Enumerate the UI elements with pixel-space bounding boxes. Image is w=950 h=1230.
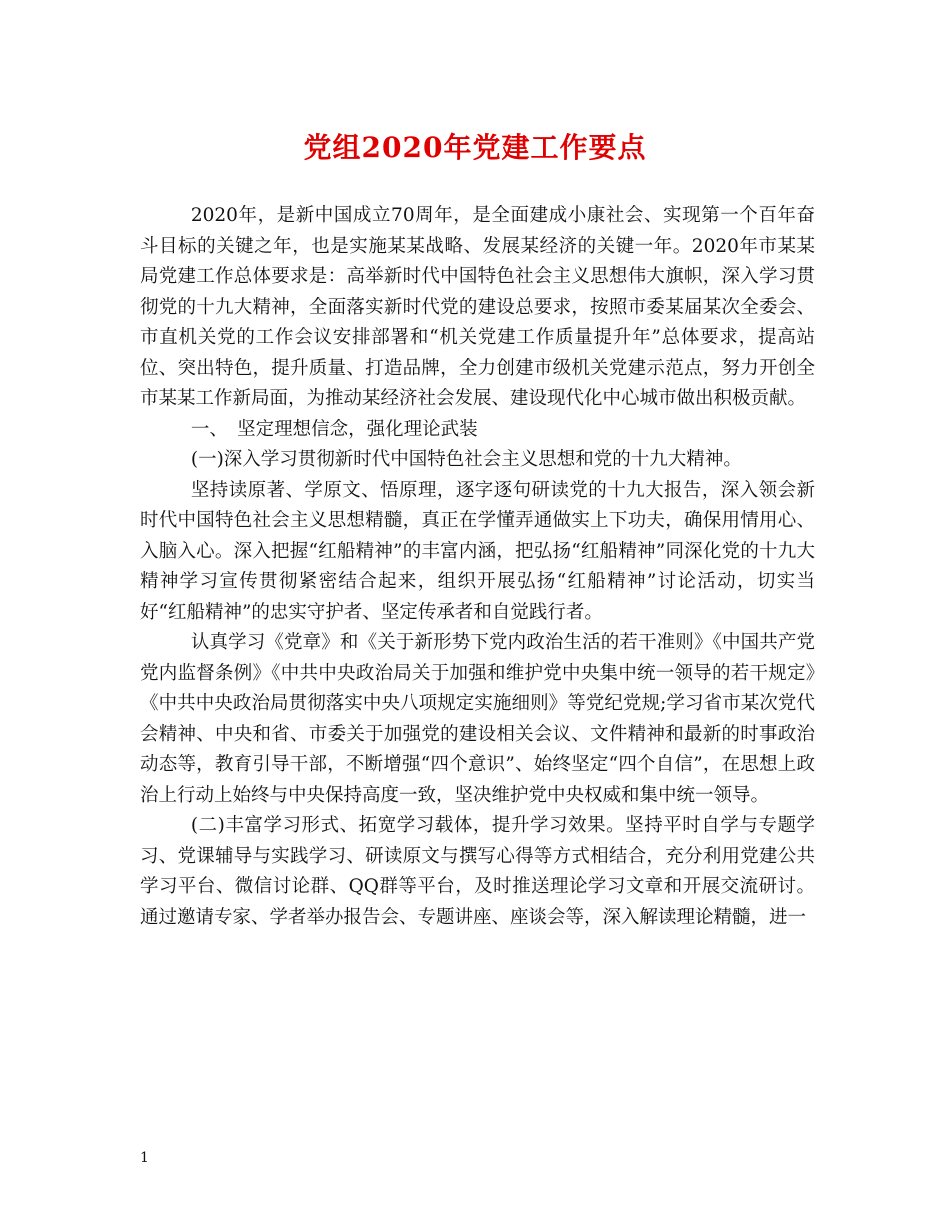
section-heading: 一、 坚定理想信念，强化理论武装 <box>190 418 478 440</box>
body-paragraph: (二)丰富学习形式、拓宽学习载体，提升学习效果。坚持平时自学与专题学习、党课辅导与实践学习、研读原文与撰写心得等方式相结合，充分利用党建公共学习平台、微信讨论群、QQ群等平台，及时推送理论学习文章和开展交流研讨。通过邀请专家、学者举办报告会、专题讲座、座谈会等，深入解读理论精髓，进一 <box>140 815 815 928</box>
page-number: 1 <box>140 1150 149 1166</box>
document-body <box>140 201 815 933</box>
body-paragraph: 坚持读原著、学原文、悟原理，逐字逐句研读党的十九大报告，深入领会新时代中国特色社会主义思想精髓，真正在学懂弄通做实上下功夫，确保用情用心、入脑入心。深入把握“红船精神”的丰富内涵，把弘扬“红船精神”同深化党的十九大精神学习宣传贯彻紧密结合起来，组织开展弘扬“红船精神”讨论活动，切实当好“红船精神”的忠实守护者、坚定传承者和自觉践行者。 <box>140 479 815 623</box>
body-paragraph: 认真学习《党章》和《关于新形势下党内政治生活的若干准则》《中国共产党党内监督条例》《中共中央政治局关于加强和维护党中央集中统一领导的若干规定》《中共中央政治局贯彻落实中央八项规定实施细则》等党纪党规;学习省市某次党代会精神、中央和省、市委关于加强党的建设相关会议、文件精神和最新的时事政治动态等，教育引导干部，不断增强“四个意识”、始终坚定“四个自信”，在思想上政治上行动上始终与中央保持高度一致，坚决维护党中央权威和集中统一领导。 <box>140 632 815 806</box>
intro-paragraph: 2020年，是新中国成立70周年，是全面建成小康社会、实现第一个百年奋斗目标的关键之年，也是实施某某战略、发展某经济的关键一年。2020年市某某局党建工作总体要求是：高举新时代中国特色社会主义思想伟大旗帜，深入学习贯彻党的十九大精神，全面落实新时代党的建设总要求，按照市委某届某次全委会、市直机关党的工作会议安排部署和“机关党建工作质量提升年”总体要求，提高站位、突出特色，提升质量、打造品牌，全力创建市级机关党建示范点，努力开创全市某某工作新局面，为推动某经济社会发展、建设现代化中心城市做出积极贡献。 <box>140 205 815 409</box>
page-title: 党组2020年党建工作要点 <box>303 131 647 164</box>
subsection-heading: (一)深入学习贯彻新时代中国特色社会主义思想和党的十九大精神。 <box>190 449 742 470</box>
